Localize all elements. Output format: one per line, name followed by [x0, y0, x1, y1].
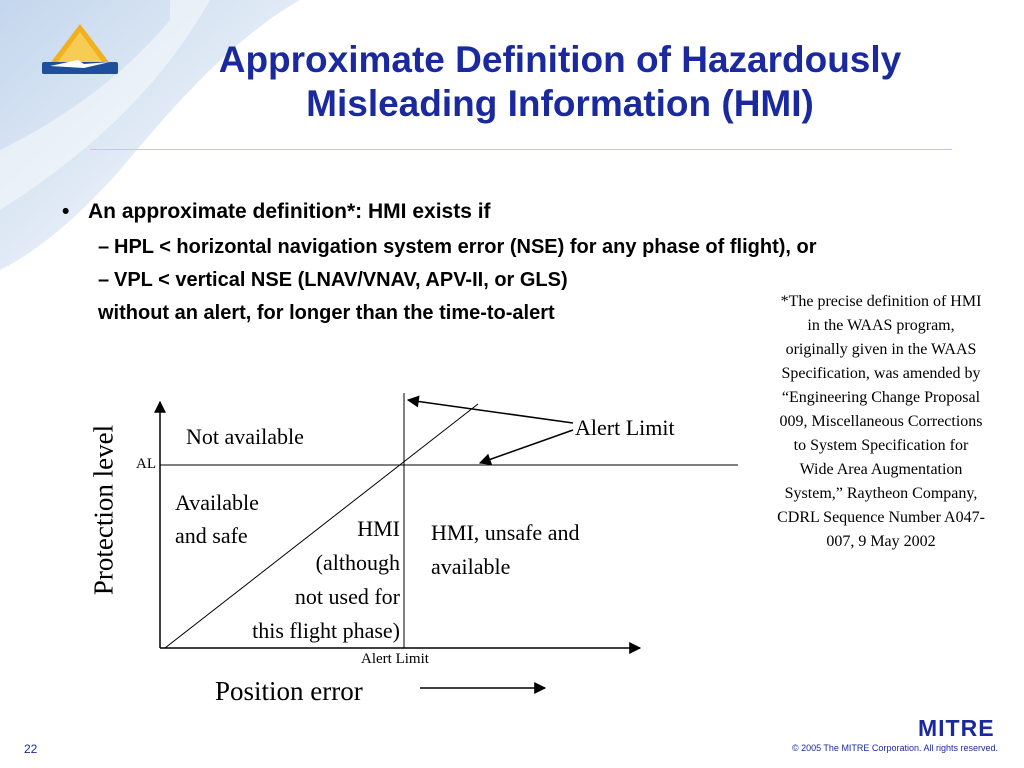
- region-available-safe-line-1: Available: [175, 490, 259, 515]
- region-unsafe: [431, 516, 579, 584]
- region-hmi-line-1: HMI: [357, 516, 400, 541]
- sub-bullet-1-text: HPL < horizontal navigation system error (NSE) for any phase of flight), or: [114, 236, 817, 258]
- region-hmi-line-2: (although: [315, 550, 400, 575]
- x-axis-label: Position error: [215, 676, 363, 706]
- region-not-available: Not available: [186, 424, 304, 449]
- callout-arrow-lower: [480, 430, 573, 463]
- region-unsafe-line-2: available: [431, 554, 511, 579]
- y-axis-label: Protection level: [88, 424, 119, 596]
- region-hmi-line-3: not used for: [294, 584, 400, 609]
- dash-icon: –: [98, 269, 110, 291]
- page-number: 22: [24, 742, 38, 756]
- bullet-main-text: An approximate definition*: HMI exists if: [88, 200, 491, 223]
- al-tick-label: AL: [136, 456, 156, 472]
- tail-line: without an alert, for longer than the time-to-alert: [98, 302, 555, 324]
- region-available-safe-line-2: and safe: [175, 523, 248, 548]
- region-hmi-line-4: this flight phase): [252, 618, 400, 643]
- region-unsafe-line-1: HMI, unsafe and: [431, 520, 580, 545]
- title-line-1: Approximate Definition of Hazardously: [218, 39, 902, 80]
- mitre-logo-text: MITRE: [918, 715, 995, 741]
- footnote: *The precise definition of HMI in the WAAS program, originally given in the WAAS Specification, was amended by “Engineering Change Proposal 009, Miscellaneous Corrections to System Specification for Wide Area Augmentation System,” Raytheon Company, CDRL Sequence Number A047-007, 9 May 2002: [777, 293, 985, 550]
- sub-bullet-2-text: VPL < vertical NSE (LNAV/VNAV, APV-II, or GLS): [114, 269, 568, 291]
- region-hmi: [200, 512, 400, 648]
- bullet-dot-icon: •: [62, 200, 70, 223]
- x-alert-limit-label: Alert Limit: [361, 651, 429, 667]
- dash-icon: –: [98, 236, 110, 258]
- copyright-text: © 2005 The MITRE Corporation. All rights reserved.: [791, 743, 998, 753]
- alert-limit-callout: Alert Limit: [575, 415, 675, 440]
- title-line-2: Misleading Information (HMI): [306, 83, 814, 124]
- callout-arrow-upper: [408, 400, 573, 423]
